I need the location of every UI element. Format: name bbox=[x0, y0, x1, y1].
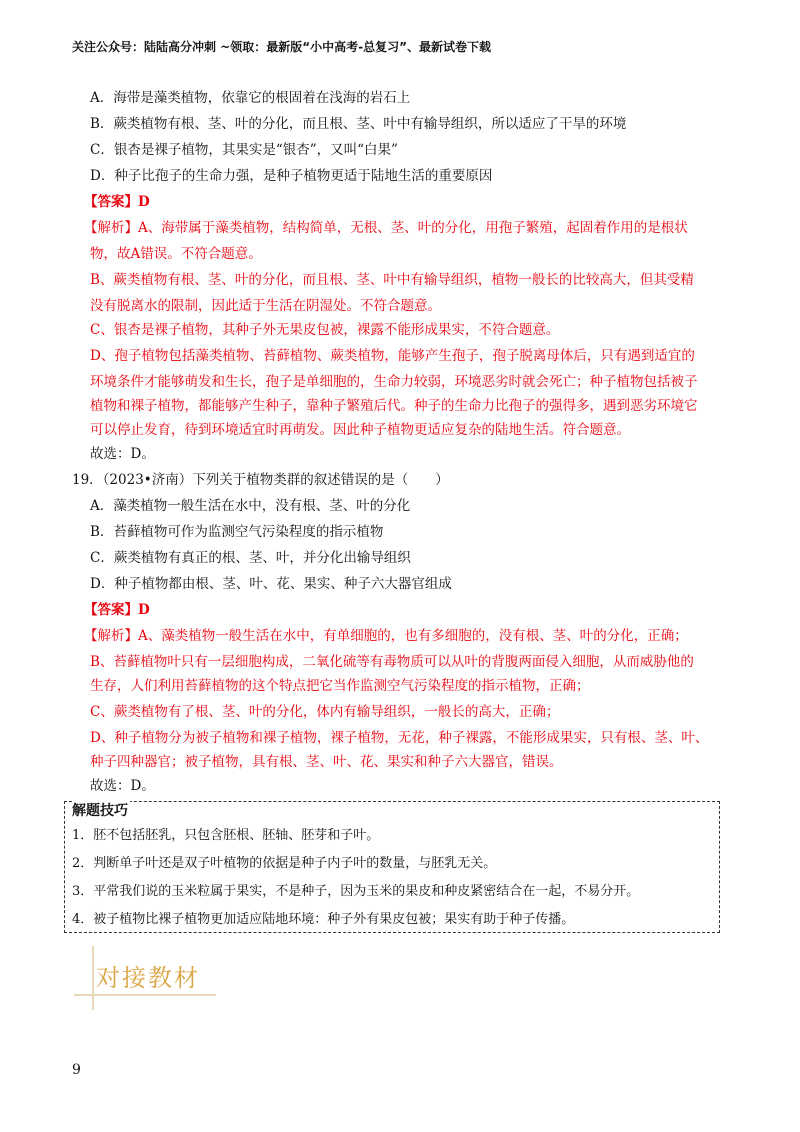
section-title: 对接教材 bbox=[96, 964, 200, 992]
q18-option-c: C．银杏是裸子植物，其果实是“银杏”，又叫“白果” bbox=[90, 142, 398, 158]
q18-analysis-line: D、孢子植物包括藻类植物、苔藓植物、蕨类植物，能够产生孢子，孢子脱离母体后，只有遇到适宜的 bbox=[90, 348, 695, 364]
tip-item: 4．被子植物比裸子植物更加适应陆地环境：种子外有果皮包被；果实有助于种子传播。 bbox=[72, 912, 575, 927]
q19-option-b: B．苔藓植物可作为监测空气污染程度的指示植物 bbox=[90, 524, 384, 540]
q18-option-b: B．蕨类植物有根、茎、叶的分化，而且根、茎、叶中有输导组织，所以适应了干旱的环境 bbox=[90, 116, 627, 132]
q19-analysis-line: 【解析】A、藻类植物一般生活在水中，有单细胞的，也有多细胞的，没有根、茎、叶的分化，正确； bbox=[84, 628, 688, 644]
section-decoration-vertical bbox=[92, 946, 94, 1010]
q18-conclusion: 故选：D。 bbox=[90, 446, 155, 462]
q18-analysis-line: B、蕨类植物有根、茎、叶的分化，而且根、茎、叶中有输导组织，植物一般长的比较高大，但其受精 bbox=[90, 272, 694, 288]
q19-analysis-line: D、种子植物分为被子植物和裸子植物，裸子植物，无花，种子裸露，不能形成果实，只有根、茎、叶、 bbox=[90, 730, 709, 746]
q18-option-d: D．种子比孢子的生命力强，是种子植物更适于陆地生活的重要原因 bbox=[90, 168, 493, 184]
q19-analysis-line: 生存，人们利用苔藓植物的这个特点把它当作监测空气污染程度的指示植物，正确； bbox=[90, 678, 590, 694]
q18-analysis-line: 没有脱离水的限制，因此适于生活在阴湿处。不符合题意。 bbox=[90, 298, 441, 314]
q19-analysis-line: C、蕨类植物有了根、茎、叶的分化，体内有输导组织，一般长的高大，正确； bbox=[90, 704, 560, 720]
tip-item: 2．判断单子叶还是双子叶植物的依据是种子内子叶的数量，与胚乳无关。 bbox=[72, 856, 497, 871]
section-decoration-horizontal bbox=[74, 994, 216, 996]
q19-answer: 【答案】D bbox=[84, 602, 150, 618]
tip-item: 3．平常我们说的玉米粒属于果实，不是种子，因为玉米的果皮和种皮紧密结合在一起，不易分开。 bbox=[72, 884, 640, 899]
q19-analysis-line: 种子四种器官；被子植物，具有根、茎、叶、花、果实和种子六大器官，错误。 bbox=[90, 754, 563, 770]
tips-title: 解题技巧 bbox=[72, 800, 130, 822]
q18-option-a: A．海带是藻类植物，依靠它的根固着在浅海的岩石上 bbox=[90, 90, 411, 106]
q19-analysis-line: B、苔藓植物叶只有一层细胞构成，二氧化硫等有毒物质可以从叶的背腹两面侵入细胞，从而威胁他的 bbox=[90, 654, 694, 670]
q18-analysis-line: 物，故A错误。不符合题意。 bbox=[90, 246, 262, 262]
q19-conclusion: 故选：D。 bbox=[90, 778, 155, 794]
q19-option-c: C．蕨类植物有真正的根、茎、叶，并分化出输导组织 bbox=[90, 550, 411, 566]
q19-option-a: A．藻类植物一般生活在水中，没有根、茎、叶的分化 bbox=[90, 498, 411, 514]
q18-analysis-line: C、银杏是裸子植物，其种子外无果皮包被，裸露不能形成果实，不符合题意。 bbox=[90, 322, 560, 338]
q19-option-d: D．种子植物都由根、茎、叶、花、果实、种子六大器官组成 bbox=[90, 576, 452, 592]
q18-analysis-line: 环境条件才能够萌发和生长，孢子是单细胞的，生命力较弱，环境恶劣时就会死亡；种子植物包括被子 bbox=[90, 374, 698, 390]
page-number: 9 bbox=[72, 1062, 81, 1078]
q18-analysis-line: 植物和裸子植物，都能够产生种子，靠种子繁殖后代。种子的生命力比孢子的强得多，遇到恶劣环境它 bbox=[90, 398, 698, 414]
q19-stem: 19．（2023•济南）下列关于植物类群的叙述错误的是（ ） bbox=[72, 472, 449, 488]
q18-answer: 【答案】D bbox=[84, 194, 150, 210]
tip-item: 1．胚不包括胚乳，只包含胚根、胚轴、胚芽和子叶。 bbox=[72, 828, 380, 843]
page-header: 关注公众号：陆陆高分冲刺 ~领取：最新版“小中高考-总复习”、最新试卷下载 bbox=[72, 40, 491, 54]
q18-analysis-line: 可以停止发育，待到环境适宜时再萌发。因此种子植物更适应复杂的陆地生活。符合题意。 bbox=[90, 422, 630, 438]
q18-analysis-line: 【解析】A、海带属于藻类植物，结构简单，无根、茎、叶的分化，用孢子繁殖，起固着作用的是根状 bbox=[84, 220, 688, 236]
